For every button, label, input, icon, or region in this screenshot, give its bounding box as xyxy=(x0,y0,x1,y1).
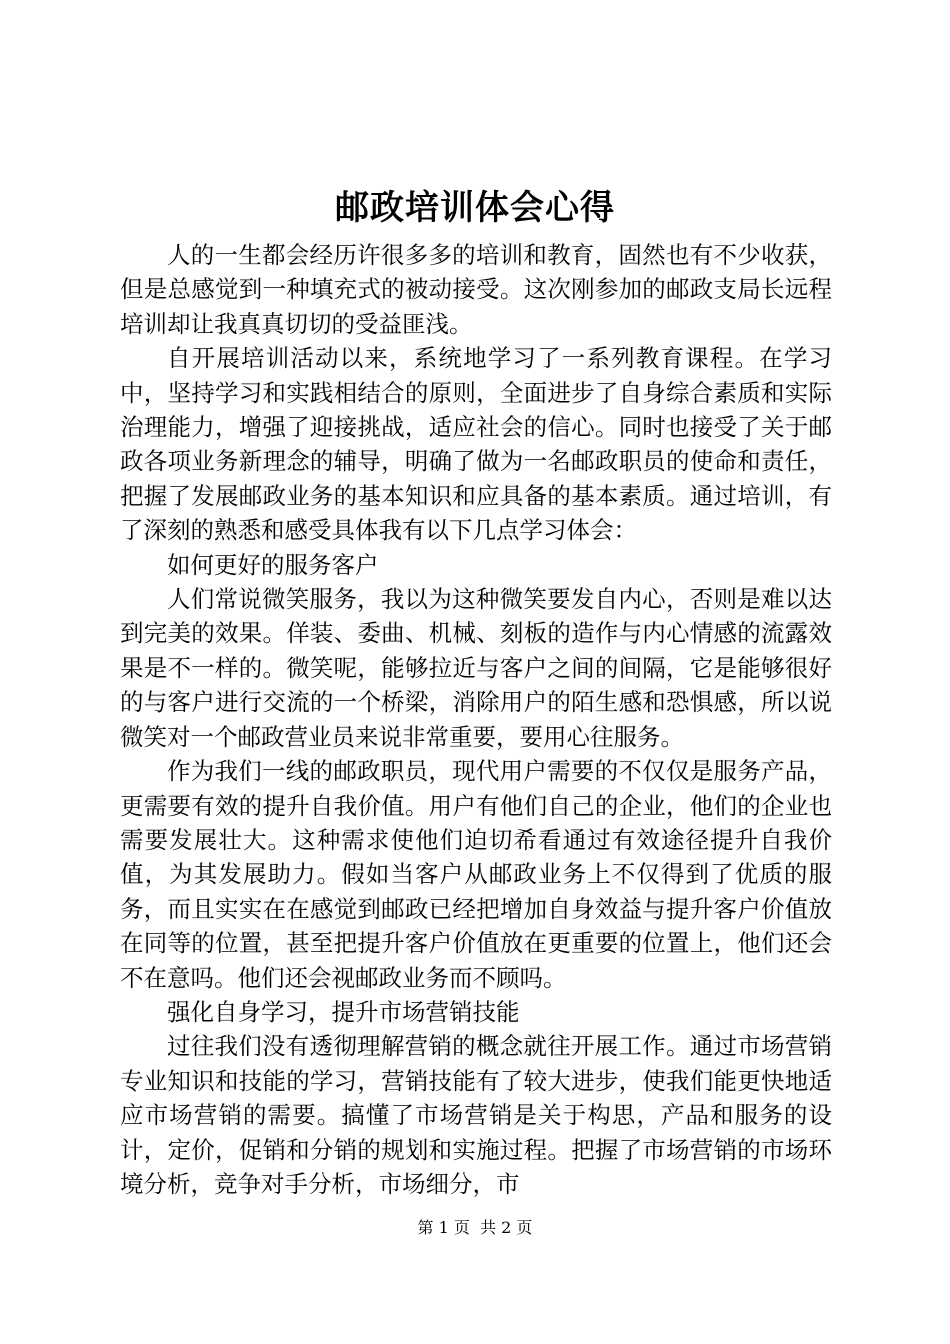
section-heading: 强化自身学习，提升市场营销技能 xyxy=(167,997,520,1026)
page-footer xyxy=(0,1216,950,1240)
document-body xyxy=(120,238,832,1201)
paragraph: 作为我们一线的邮政职员，现代用户需要的不仅仅是服务产品，更需要有效的提升自我价值。用户有他们自己的企业，他们的企业也需要发展壮大。这种需求使他们迫切希看通过有效途径提升自我价值，为其发展助力。假如当客户从邮政业务上不仅得到了优质的服务，而且实实在在感觉到邮政已经把增加自身效益与提升客户价值放在同等的位置，甚至把提升客户价值放在更重要的位置上，他们还会不在意吗。他们还会视邮政业务而不顾吗。 xyxy=(120,757,832,992)
paragraph: 自开展培训活动以来，系统地学习了一系列教育课程。在学习中，坚持学习和实践相结合的原则，全面进步了自身综合素质和实际治理能力，增强了迎接挑战，适应社会的信心。同时也接受了关于邮政各项业务新理念的辅导，明确了做为一名邮政职员的使命和责任，把握了发展邮政业务的基本知识和应具备的基本素质。通过培训，有了深刻的熟悉和感受具体我有以下几点学习体会： xyxy=(120,344,832,545)
section-heading: 如何更好的服务客户 xyxy=(167,550,379,579)
paragraph: 过往我们没有透彻理解营销的概念就往开展工作。通过市场营销专业知识和技能的学习，营销技能有了较大进步，使我们能更快地适应市场营销的需要。搞懂了市场营销是关于构思，产品和服务的设计，定价，促销和分销的规划和实施过程。把握了市场营销的市场环境分析，竞争对手分析，市场细分，市 xyxy=(120,1032,832,1198)
document-title: 邮政培训体会心得 xyxy=(335,188,615,228)
paragraph: 人的一生都会经历许很多多的培训和教育，固然也有不少收获，但是总感觉到一种填充式的被动接受。这次刚参加的邮政支局长远程培训却让我真真切切的受益匪浅。 xyxy=(120,241,832,338)
page-number-label: 第 1 页 共 2 页 xyxy=(417,1218,533,1237)
paragraph: 人们常说微笑服务，我以为这种微笑要发自内心，否则是难以达到完美的效果。佯装、委曲、机械、刻板的造作与内心情感的流露效果是不一样的。微笑呢，能够拉近与客户之间的间隔，它是能够很好的与客户进行交流的一个桥梁，消除用户的陌生感和恐惧感，所以说微笑对一个邮政营业员来说非常重要，要用心往服务。 xyxy=(120,585,832,751)
